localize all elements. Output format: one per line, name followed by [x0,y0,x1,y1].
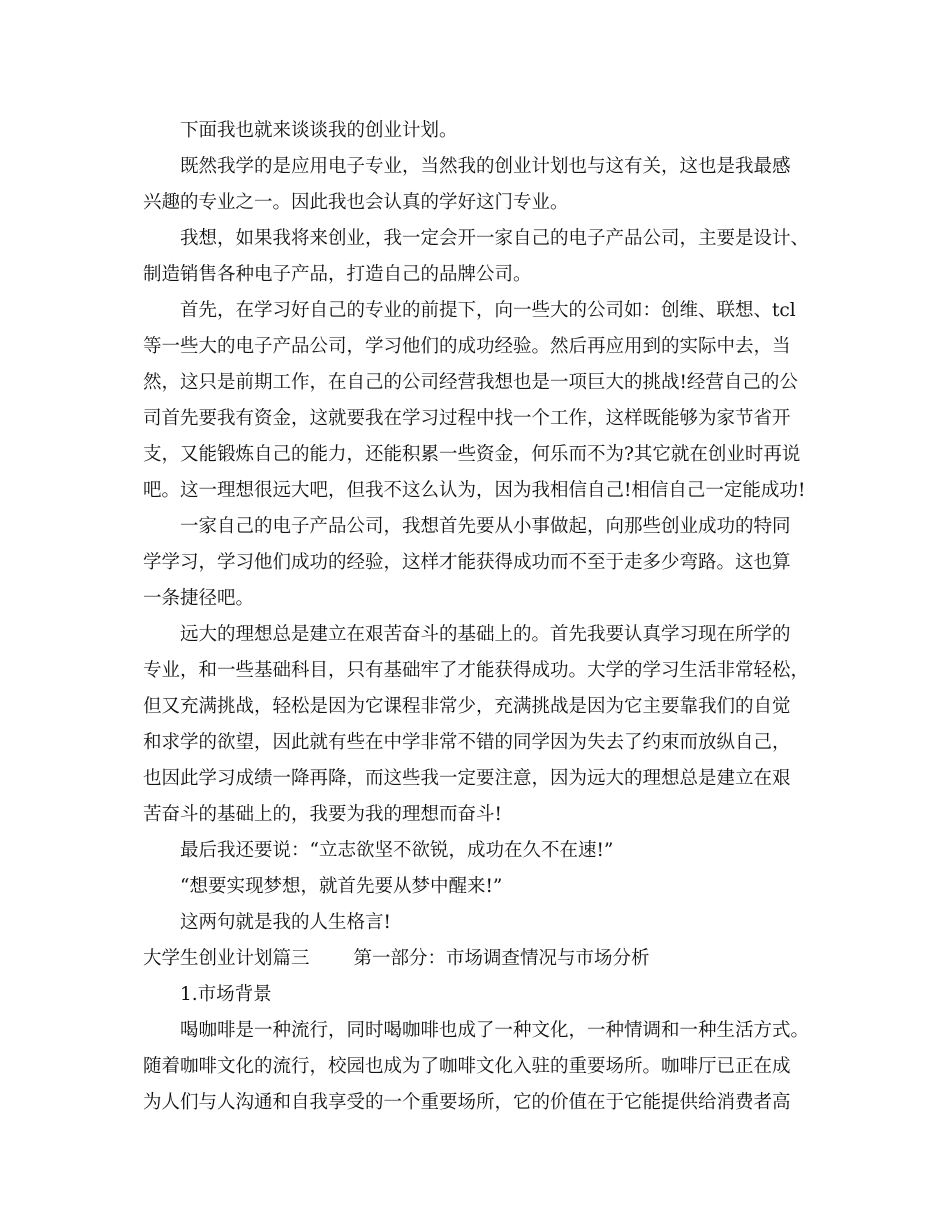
paragraph-line: 我想，如果我将来创业，我一定会开一家自己的电子产品公司，主要是设计、 [180,228,810,249]
paragraph-line: 这两句就是我的人生格言! [180,912,391,933]
paragraph-line: 一家自己的电子产品公司，我想首先要从小事做起，向那些创业成功的特同 [180,516,791,537]
paragraph-line: 远大的理想总是建立在艰苦奋斗的基础上的。首先我要认真学习现在所学的 [180,624,791,645]
paragraph-line: 专业，和一些基础科目，只有基础牢了才能获得成功。大学的学习生活非常轻松， [143,660,810,681]
paragraph-line: 首先，在学习好自己的专业的前提下，向一些大的公司如：创维、联想、tcl [180,300,796,321]
section-heading-line [143,947,650,971]
paragraph-line: 下面我也就来谈谈我的创业计划。 [180,120,458,141]
paragraph-line: 然，这只是前期工作，在自己的公司经营我想也是一项巨大的挑战!经营自己的公 [143,372,798,393]
paragraph-line: 也因此学习成绩一降再降，而这些我一定要注意，因为远大的理想总是建立在艰 [143,768,791,789]
paragraph-line: 但又充满挑战，轻松是因为它课程非常少，充满挑战是因为它主要靠我们的自觉 [143,696,791,717]
paragraph-line: 既然我学的是应用电子专业，当然我的创业计划也与这有关，这也是我最感 [180,156,791,177]
item-heading: 1.市场背景 [180,984,272,1005]
paragraph-line: 学学习，学习他们成功的经验，这样才能获得成功而不至于走多少弯路。这也算 [143,552,791,573]
section-subheading: 第一部分：市场调查情况与市场分析 [353,948,650,969]
paragraph-line: 支，又能锻炼自己的能力，还能积累一些资金，何乐而不为?其它就在创业时再说 [143,444,801,465]
paragraph-line: 兴趣的专业之一。因此我也会认真的学好这门专业。 [143,192,569,213]
paragraph-line: 随着咖啡文化的流行，校园也成为了咖啡文化入驻的重要场所。咖啡厅已正在成 [143,1056,791,1077]
paragraph-line: 苦奋斗的基础上的，我要为我的理想而奋斗! [143,804,502,825]
paragraph-line: 为人们与人沟通和自我享受的一个重要场所，它的价值在于它能提供给消费者高 [143,1092,791,1113]
section-heading: 大学生创业计划篇三 [143,948,310,969]
paragraph-line: 和求学的欲望，因此就有些在中学非常不错的同学因为失去了约束而放纵自己， [143,732,791,753]
paragraph-line: 司首先要我有资金，这就要我在学习过程中找一个工作，这样既能够为家节省开 [143,408,791,429]
paragraph-line: 吧。这一理想很远大吧，但我不这么认为，因为我相信自己!相信自己一定能成功! [143,480,806,501]
paragraph-line: 等一些大的电子产品公司，学习他们的成功经验。然后再应用到的实际中去，当 [143,336,791,357]
paragraph-line: 制造销售各种电子产品，打造自己的品牌公司。 [143,264,532,285]
paragraph-line: 喝咖啡是一种流行，同时喝咖啡也成了一种文化，一种情调和一种生活方式。 [180,1020,810,1041]
quote-line: “想要实现梦想，就首先要从梦中醒来!” [180,876,503,897]
paragraph-line: 一条捷径吧。 [143,588,255,609]
quote-line: 最后我还要说：“立志欲坚不欲锐，成功在久不在速!” [180,840,614,861]
